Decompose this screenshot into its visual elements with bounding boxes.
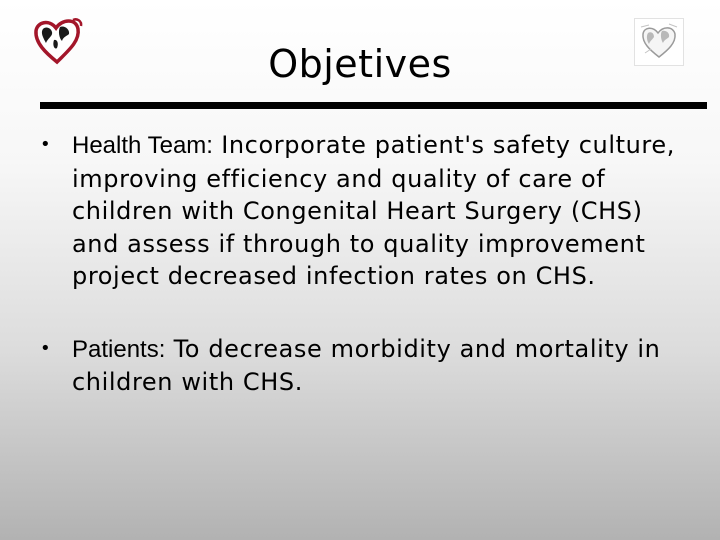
- bullet-term: Patients:: [72, 335, 166, 363]
- title-divider: [40, 102, 707, 109]
- bullet-item-patients: [40, 333, 680, 399]
- bullet-marker: •: [40, 134, 52, 155]
- bullet-text: To decrease morbidity and mortality in children with CHS.: [72, 334, 661, 396]
- bullet-marker: •: [40, 337, 52, 359]
- bullet-term: Health Team:: [72, 132, 213, 159]
- slide-title: Objetives: [268, 42, 452, 86]
- bullet-list: [40, 129, 680, 399]
- bullet-item-health-team: [40, 129, 680, 293]
- bullet-text: Incorporate patient's safety culture, improving efficiency and quality of care of children with Congenital Heart Surgery (CHS) and assess if through to quality improvement project decreased infection rates on CHS.: [72, 131, 675, 290]
